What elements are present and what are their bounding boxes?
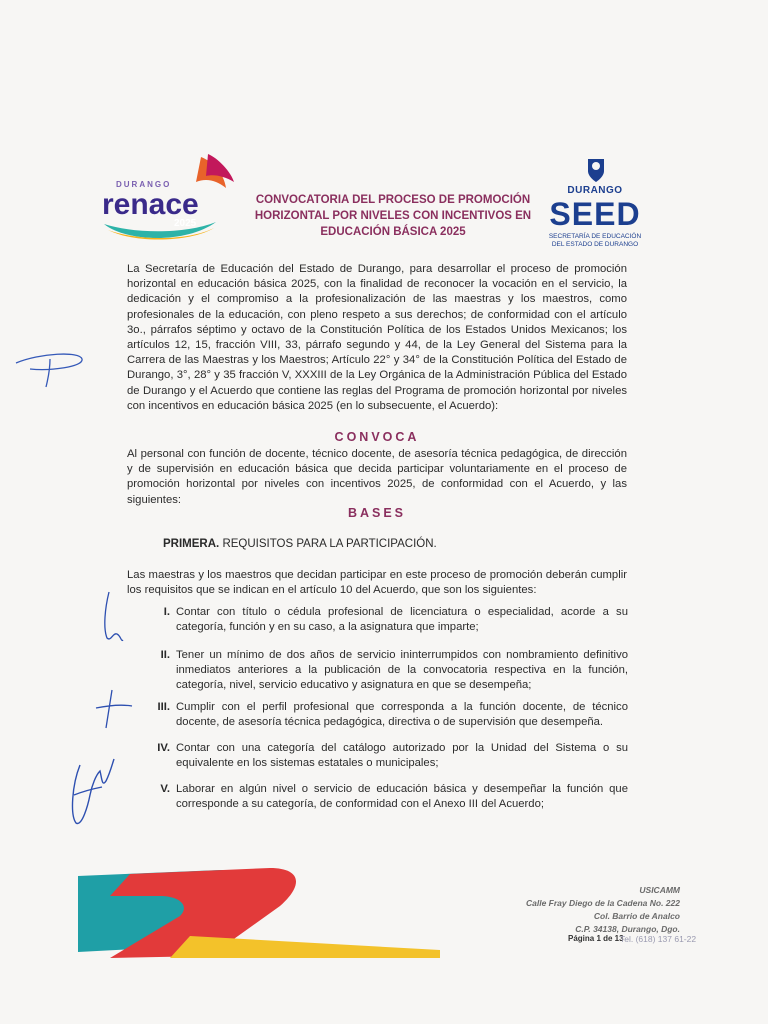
margin-initial-mark xyxy=(10,345,90,390)
requirement-text: Tener un mínimo de dos años de servicio ininterrumpidos con nombramiento definitivo inmediatos anteriores a la publicación de la convocatoria respectiva en la función, categoría, nivel, servicio educativo y asignatura en que se desempeña; xyxy=(176,649,628,692)
renace-logo-word: renace xyxy=(102,188,199,221)
primera-label: PRIMERA. xyxy=(163,538,220,550)
margin-signature-mark xyxy=(95,588,135,648)
footer-org: USICAMM xyxy=(639,885,680,895)
footer-contact-block xyxy=(470,884,680,936)
footer-street: Calle Fray Diego de la Cadena No. 222 xyxy=(525,898,680,908)
primera-text: REQUISITOS PARA LA PARTICIPACIÓN. xyxy=(222,538,437,550)
intro-paragraph: La Secretaría de Educación del Estado de Durango, para desarrollar el proceso de promoción horizontal en educación básica 2025, con la finalidad de reconocer la vocación en el servicio, la dedicación y el compromiso a la profesionalización de las maestras y los maestros, como profesionales de la educación, con pleno respeto a sus derechos; de conformidad con el artículo 3o., párrafos séptimo y octavo de la Constitución Política de los Estados Unidos Mexicanos; los artículos 12, 15, fracción VIII, 33, párrafo segundo y 44, de la Ley General del Sistema para la Carrera de las Maestras y los Maestros; Artículo 22° y 34° de la Constitución Política del Estado de Durango, 3°, 28° y 35 fracción V, XXXIII de la Ley Orgánica de la Administración Pública del Estado de Durango y el Acuerdo que contiene las reglas del Programa de promoción horizontal por niveles con incentivos en educación básica 2025 (en lo subsecuente, el Acuerdo): xyxy=(127,263,627,412)
footer-phone: Tel. (618) 137 61-22 xyxy=(620,934,697,944)
requirement-number: II. xyxy=(160,649,170,661)
footer-decorative-graphic xyxy=(70,866,440,958)
requirement-number: I. xyxy=(163,606,170,618)
convoca-heading: CONVOCA xyxy=(334,430,420,444)
seed-logo-word: SEED xyxy=(549,196,641,232)
seed-logo-subtitle xyxy=(543,233,647,249)
bases-heading: BASES xyxy=(347,506,407,520)
requirement-text: Laborar en algún nivel o servicio de educación básica y desempeñar la función que corresponde a su categoría, de conformidad con el Anexo III del Acuerdo; xyxy=(176,783,628,811)
seed-logo-top: DURANGO xyxy=(567,185,623,196)
seed-logo-sub2: DEL ESTADO DE DURANGO xyxy=(551,241,639,248)
seed-logo xyxy=(543,155,653,250)
requirement-number: III. xyxy=(157,701,170,713)
seed-logo-sub1: SECRETARÍA DE EDUCACIÓN xyxy=(548,233,642,240)
requirements-intro: Las maestras y los maestros que decidan participar en este proceso de promoción deberán cumplir los requisitos que se indican en el artículo 10 del Acuerdo, que son los siguientes: xyxy=(127,569,627,597)
renace-logo-top: DURANGO xyxy=(116,180,172,189)
requirement-number: V. xyxy=(160,783,170,795)
renace-durango-logo xyxy=(96,152,246,247)
requirement-text: Cumplir con el perfil profesional que corresponda a la función docente, de técnico docente, de asesoría técnica pedagógica, directiva o de supervisión que desempeña. xyxy=(176,701,628,729)
coat-of-arms-icon xyxy=(586,155,606,183)
margin-signature-mark xyxy=(62,745,122,830)
requirement-number: IV. xyxy=(157,742,170,754)
page-number: Página 1 de 13 xyxy=(568,934,624,943)
margin-signature-mark xyxy=(92,686,137,731)
primera-section-heading xyxy=(163,538,437,550)
footer-city: C.P. 34138, Durango, Dgo. xyxy=(575,924,680,934)
convoca-paragraph: Al personal con función de docente, técnico docente, de asesoría técnica pedagógica, de dirección y de supervisión en educación básica que decida participar voluntariamente en el proceso de promoción horizontal por niveles con incentivos 2025, de conformidad con el Acuerdo, y las siguientes: xyxy=(127,448,627,506)
renace-logo-year: 2025 xyxy=(174,218,197,229)
footer-colony: Col. Barrio de Analco xyxy=(593,911,680,921)
requirement-text: Contar con una categoría del catálogo autorizado por la Unidad del Sistema o su equivalente en los sistemas estatales o municipales; xyxy=(176,742,628,770)
document-title: CONVOCATORIA DEL PROCESO DE PROMOCIÓN HORIZONTAL POR NIVELES CON INCENTIVOS EN EDUCACIÓN BÁSICA 2025 xyxy=(254,194,532,238)
requirement-text: Contar con título o cédula profesional de licenciatura o especialidad, acorde a su categoría, función y en su caso, a la asignatura que imparte; xyxy=(176,606,628,634)
